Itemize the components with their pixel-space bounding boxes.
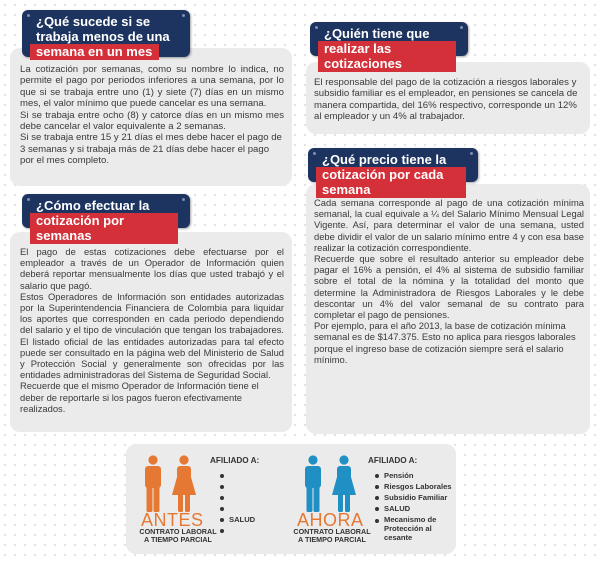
quien-paragraph: El responsable del pago de la cotización a riesgos laborales y subsidio familiar es el empleador, en pensiones se cancela de manera compartida, del 16% respectivo, corresponde un 12% al empleador y un 4% al trabajador.: [314, 77, 578, 123]
antes-contract: [128, 528, 228, 544]
precio-text: [314, 197, 584, 365]
semana-paragraph: Si se trabaja entre 15 y 21 días el mes debe hacer el pago de 3 semanas y si trabaja más de 21 días debe hacer el pago por el mes completo.: [20, 132, 282, 167]
efectuar-title-line1: ¿Cómo efectuar la: [36, 198, 150, 213]
semana-text: [20, 64, 284, 167]
precio-paragraph: Cada semana corresponde al pago de una cotización mínima semanal, la cual equivale a ¼ del Salario Mínimo Mensual Legal Vigente. Así, para determinar el valor de una semana, usted debe dividir el valor de un salario mínimo entre 4 y con esa base realizar la cotización correspondiente.: [314, 197, 584, 253]
ahora-label: AHORA: [297, 510, 364, 530]
ahora-affiliation-item: Pensión: [375, 470, 455, 481]
precio-paragraph: Recuerde que sobre el resultado anterior su empleador debe pagar el 16% a pensión, el 4% al sistema de subsidio familiar sobre el total de la nómina y la totalidad del monto que determine la Administradora de Riesgos Laborales y le debe descontar un 4% del valor semanal de su contrato para completar el pago de pensiones.: [314, 253, 584, 321]
ahora-contract-line1: CONTRATO LABORAL: [293, 527, 371, 536]
semana-title-highlight: semana en un mes: [30, 44, 159, 60]
antes-contract-line2: A TIEMPO PARCIAL: [144, 535, 212, 544]
quien-text: [314, 77, 584, 123]
semana-paragraph: La cotización por semanas, como su nombre lo indica, no permite el pago por periodos inferiores a una semana, por lo que si se trabaja entre uno (1) y siete (7) días en un mismo mes, el valor mínimo que puede cancelar es una semana.: [20, 64, 284, 110]
quien-title: [310, 22, 468, 71]
ahora-contract: [282, 528, 382, 544]
antes-affiliation-item: SALUD: [220, 514, 255, 525]
precio-title-highlight: cotización por cada semana: [316, 167, 466, 198]
title-rivet-icon: [182, 14, 185, 17]
semana-title: [22, 10, 190, 57]
semana-paragraph: Si se trabaja entre ocho (8) y catorce días en un mismo mes debe cancelar el valor equivalente a 2 semanas.: [20, 109, 284, 133]
precio-paragraph: Por ejemplo, para el año 2013, la base de cotización mínima semanal es de $147.375. Esto no aplica para riesgos laborales porque el ingreso base de cotización siempre será el salario mínimo.: [314, 320, 576, 365]
antes-affiliation-item: [220, 470, 255, 481]
ahora-couple-icon: [295, 455, 365, 513]
efectuar-paragraph: El pago de estas cotizaciones debe efectuarse por el empleador a través de un Operador de Información quien deberá reportar mensualmente los días que usted trabajó y el salario que pagó.: [20, 246, 284, 291]
precio-title-line1: ¿Qué precio tiene la: [322, 152, 447, 167]
woman-icon: [172, 455, 196, 512]
ahora-affiliation-list: [375, 470, 455, 542]
antes-affiliation-item: [220, 503, 255, 514]
woman-icon: [332, 455, 356, 512]
semana-title-line2: trabaja menos de una: [36, 29, 170, 44]
antes-affiliation-item: [220, 481, 255, 492]
antes-label: ANTES: [141, 510, 204, 530]
title-rivet-icon: [460, 26, 463, 29]
semana-title-line1: ¿Qué sucede si se: [36, 14, 151, 29]
antes-couple-icon: [135, 455, 205, 513]
antes-affiliation-list: [220, 470, 255, 536]
title-rivet-icon: [27, 14, 30, 17]
ahora-affiliation-item: Riesgos Laborales: [375, 481, 455, 492]
precio-title: [308, 148, 478, 197]
efectuar-text: [20, 246, 284, 414]
title-rivet-icon: [182, 198, 185, 201]
antes-affiliation-item: [220, 492, 255, 503]
man-icon: [305, 455, 321, 512]
ahora-contract-line2: A TIEMPO PARCIAL: [298, 535, 366, 544]
title-rivet-icon: [313, 152, 316, 155]
efectuar-paragraph: Recuerde que el mismo Operador de Información tiene el deber de reportarle si los pagos fueron efectivamente realizados.: [20, 380, 259, 414]
efectuar-title: [22, 194, 190, 243]
efectuar-paragraph: Estos Operadores de Información son entidades autorizadas por la Superintendencia Financiera de Colombia para liquidar los aportes que corresponden en cada periodo dependiendo del salario y el tipo de vinculación que tengan los trabajadores. El listado oficial de las entidades autorizadas para tal efecto puede ser consultado en la página web del Ministerio de Salud y Protección Social y generalmente son ofrecidas por las entidades administradoras del Sistema de Seguridad Social.: [20, 290, 284, 381]
ahora-afiliado-label: AFILIADO A:: [368, 456, 418, 465]
ahora-affiliation-item: Mecanismo de Protección al cesante: [375, 515, 455, 542]
antes-afiliado-label: AFILIADO A:: [210, 456, 260, 465]
title-rivet-icon: [27, 198, 30, 201]
ahora-affiliation-item: Subsidio Familiar: [375, 492, 455, 503]
antes-contract-line1: CONTRATO LABORAL: [139, 527, 217, 536]
quien-title-highlight: realizar las cotizaciones: [318, 41, 456, 72]
man-icon: [145, 455, 161, 512]
antes-affiliation-item: [220, 525, 255, 536]
ahora-affiliation-item: SALUD: [375, 503, 455, 514]
title-rivet-icon: [470, 152, 473, 155]
title-rivet-icon: [315, 26, 318, 29]
efectuar-title-highlight: cotización por semanas: [30, 213, 178, 244]
quien-title-line1: ¿Quién tiene que: [324, 26, 430, 41]
